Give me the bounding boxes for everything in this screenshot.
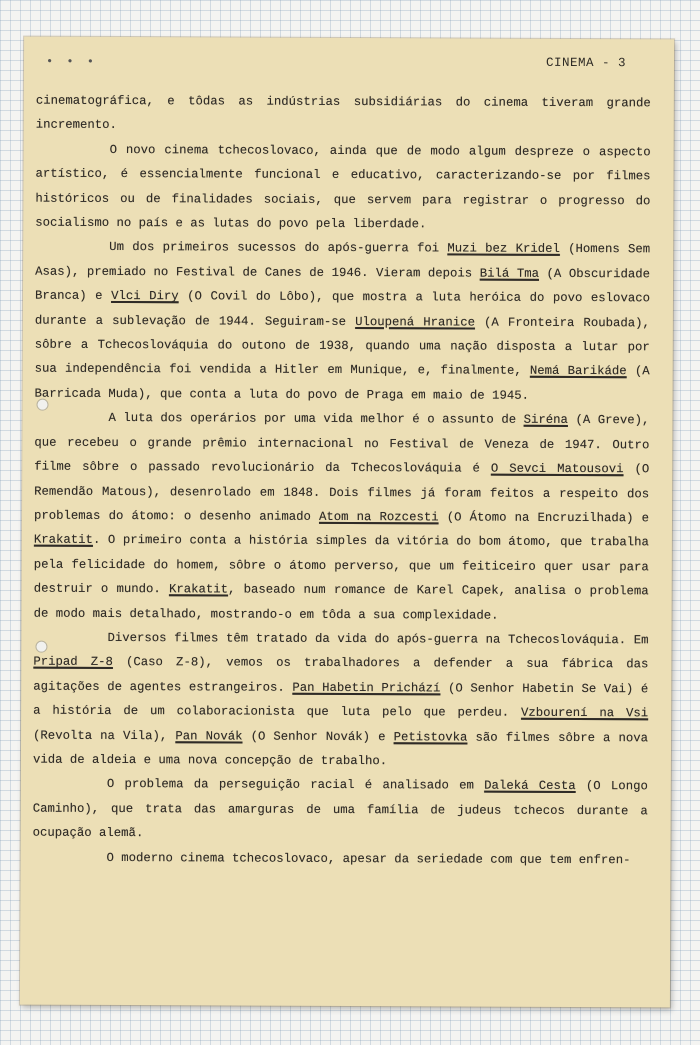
margin-dots: • • •	[45, 54, 98, 69]
text-segment: cinematográfica, e tôdas as indústrias subsidiárias do cinema tiveram grande incremento.	[35, 93, 651, 133]
film-title: Siréna	[523, 413, 568, 428]
film-title: Pripad Z-8	[33, 654, 113, 670]
text-segment: , baseado num romance de Karel Capek, analisa o problema de modo mais detalhado, mostrando-o em tôda a sua complexidade.	[33, 582, 649, 623]
page-header: CINEMA - 3	[545, 55, 627, 71]
film-title: Uloupená Hranice	[355, 314, 475, 330]
text-segment: (Caso Z-8), vemos os trabalhadores a defender a sua fábrica das agitações de agentes estrangeiros.	[33, 655, 649, 695]
film-title: Vlci Diry	[111, 289, 179, 304]
film-title: Petistovka	[393, 729, 468, 745]
paragraph	[35, 235, 651, 409]
text-segment: O moderno cinema tchecoslovaco, apesar da seriedade com que tem enfren-	[106, 850, 631, 867]
text-segment: O problema da perseguição racial é analisado em	[106, 777, 485, 793]
film-title: Pan Novák	[175, 728, 243, 744]
paragraph	[35, 137, 650, 237]
text-segment: (A Greve), que recebeu o grande prêmio internacional no Festival de Veneza de 1947. Outro filme sôbre o passado revolucionário da Tchecoslováquia é	[34, 413, 650, 476]
paragraph	[36, 89, 651, 140]
paragraph	[33, 772, 648, 848]
paragraph	[32, 845, 647, 872]
film-title: Pan Habetin Prichází	[292, 680, 441, 696]
text-segment: (O Senhor Habetin Se Vai) é a história de um colaboracionista que luta pelo que perdeu.	[33, 681, 649, 720]
text-segment: Diversos filmes têm tratado da vida do após-guerra na Tchecoslováquia. Em	[107, 630, 649, 648]
film-title: Krakatit	[168, 582, 229, 597]
film-title: Krakatit	[33, 532, 93, 548]
text-segment: (Homens Sem Asas), premiado no Festival de Canes de 1946. Vieram depois	[35, 242, 651, 281]
text-segment: (O Senhor Novák) e	[242, 729, 394, 744]
typewritten-page	[20, 37, 674, 1008]
film-title: Daleká Cesta	[484, 778, 576, 794]
text-segment: (A Obscuridade Branca) e	[34, 266, 651, 304]
text-segment: (O Remendão Matous), desenrolado em 1848. Dois filmes já foram feitos a respeito dos problemas do átomo: o desenho animado	[33, 462, 650, 524]
text-segment: (O Átomo na Encruzilhada) e	[438, 510, 650, 526]
film-title: Nemá Barikáde	[529, 364, 627, 379]
text-segment: . O primeiro conta a história simples da vitória do bom átomo, que trabalha pela felicidade do homem, sôbre o átomo perverso, que um feiticeiro quer usar para destruir o mundo.	[33, 533, 649, 597]
film-title: Bilá Tma	[479, 266, 540, 281]
text-segment: O novo cinema tchecoslovaco, ainda que de modo algum despreze o aspecto artístico, é essencialmente funcional e educativo, caracterizando-se por filmes históricos ou de finalidades sociais, que servem para registrar o progresso do socialismo no país e as lutas do povo pela liberdade.	[35, 142, 651, 232]
body-text	[32, 89, 650, 873]
film-title: Vzbourení na Vsi	[521, 705, 649, 721]
text-segment: são filmes sôbre a nova vida de aldeia e uma nova concepção de trabalho.	[32, 730, 649, 769]
text-segment: Um dos primeiros sucessos do após-guerra foi	[109, 240, 448, 256]
text-segment: (O Longo Caminho), que trata das amarguras de uma família de judeus tchecos durante a ocupação alemã.	[32, 779, 648, 841]
film-title: Muzi bez Kridel	[447, 241, 560, 257]
text-segment: (A Barricada Muda), que conta a luta do povo de Praga em maio de 1945.	[34, 364, 650, 403]
text-segment: (Revolta na Vila),	[33, 728, 176, 743]
paragraph	[33, 626, 649, 775]
text-segment: A luta dos operários por uma vida melhor é o assunto de	[108, 411, 524, 428]
paragraph	[34, 406, 650, 628]
text-segment: (A Fronteira Roubada), sôbre a Tchecoslováquia do outono de 1938, quando uma nação disposta a lutar por sua independência foi vendida a Hitler em Munique, e, finalmente,	[34, 315, 650, 379]
film-title: Atom na Rozcesti	[318, 509, 439, 525]
film-title: O Sevci Matousovi	[490, 461, 624, 477]
text-segment: (O Covil do Lôbo), que mostra a luta heróica do povo eslovaco durante a sublevação de 1944. Seguiram-se	[34, 289, 651, 329]
